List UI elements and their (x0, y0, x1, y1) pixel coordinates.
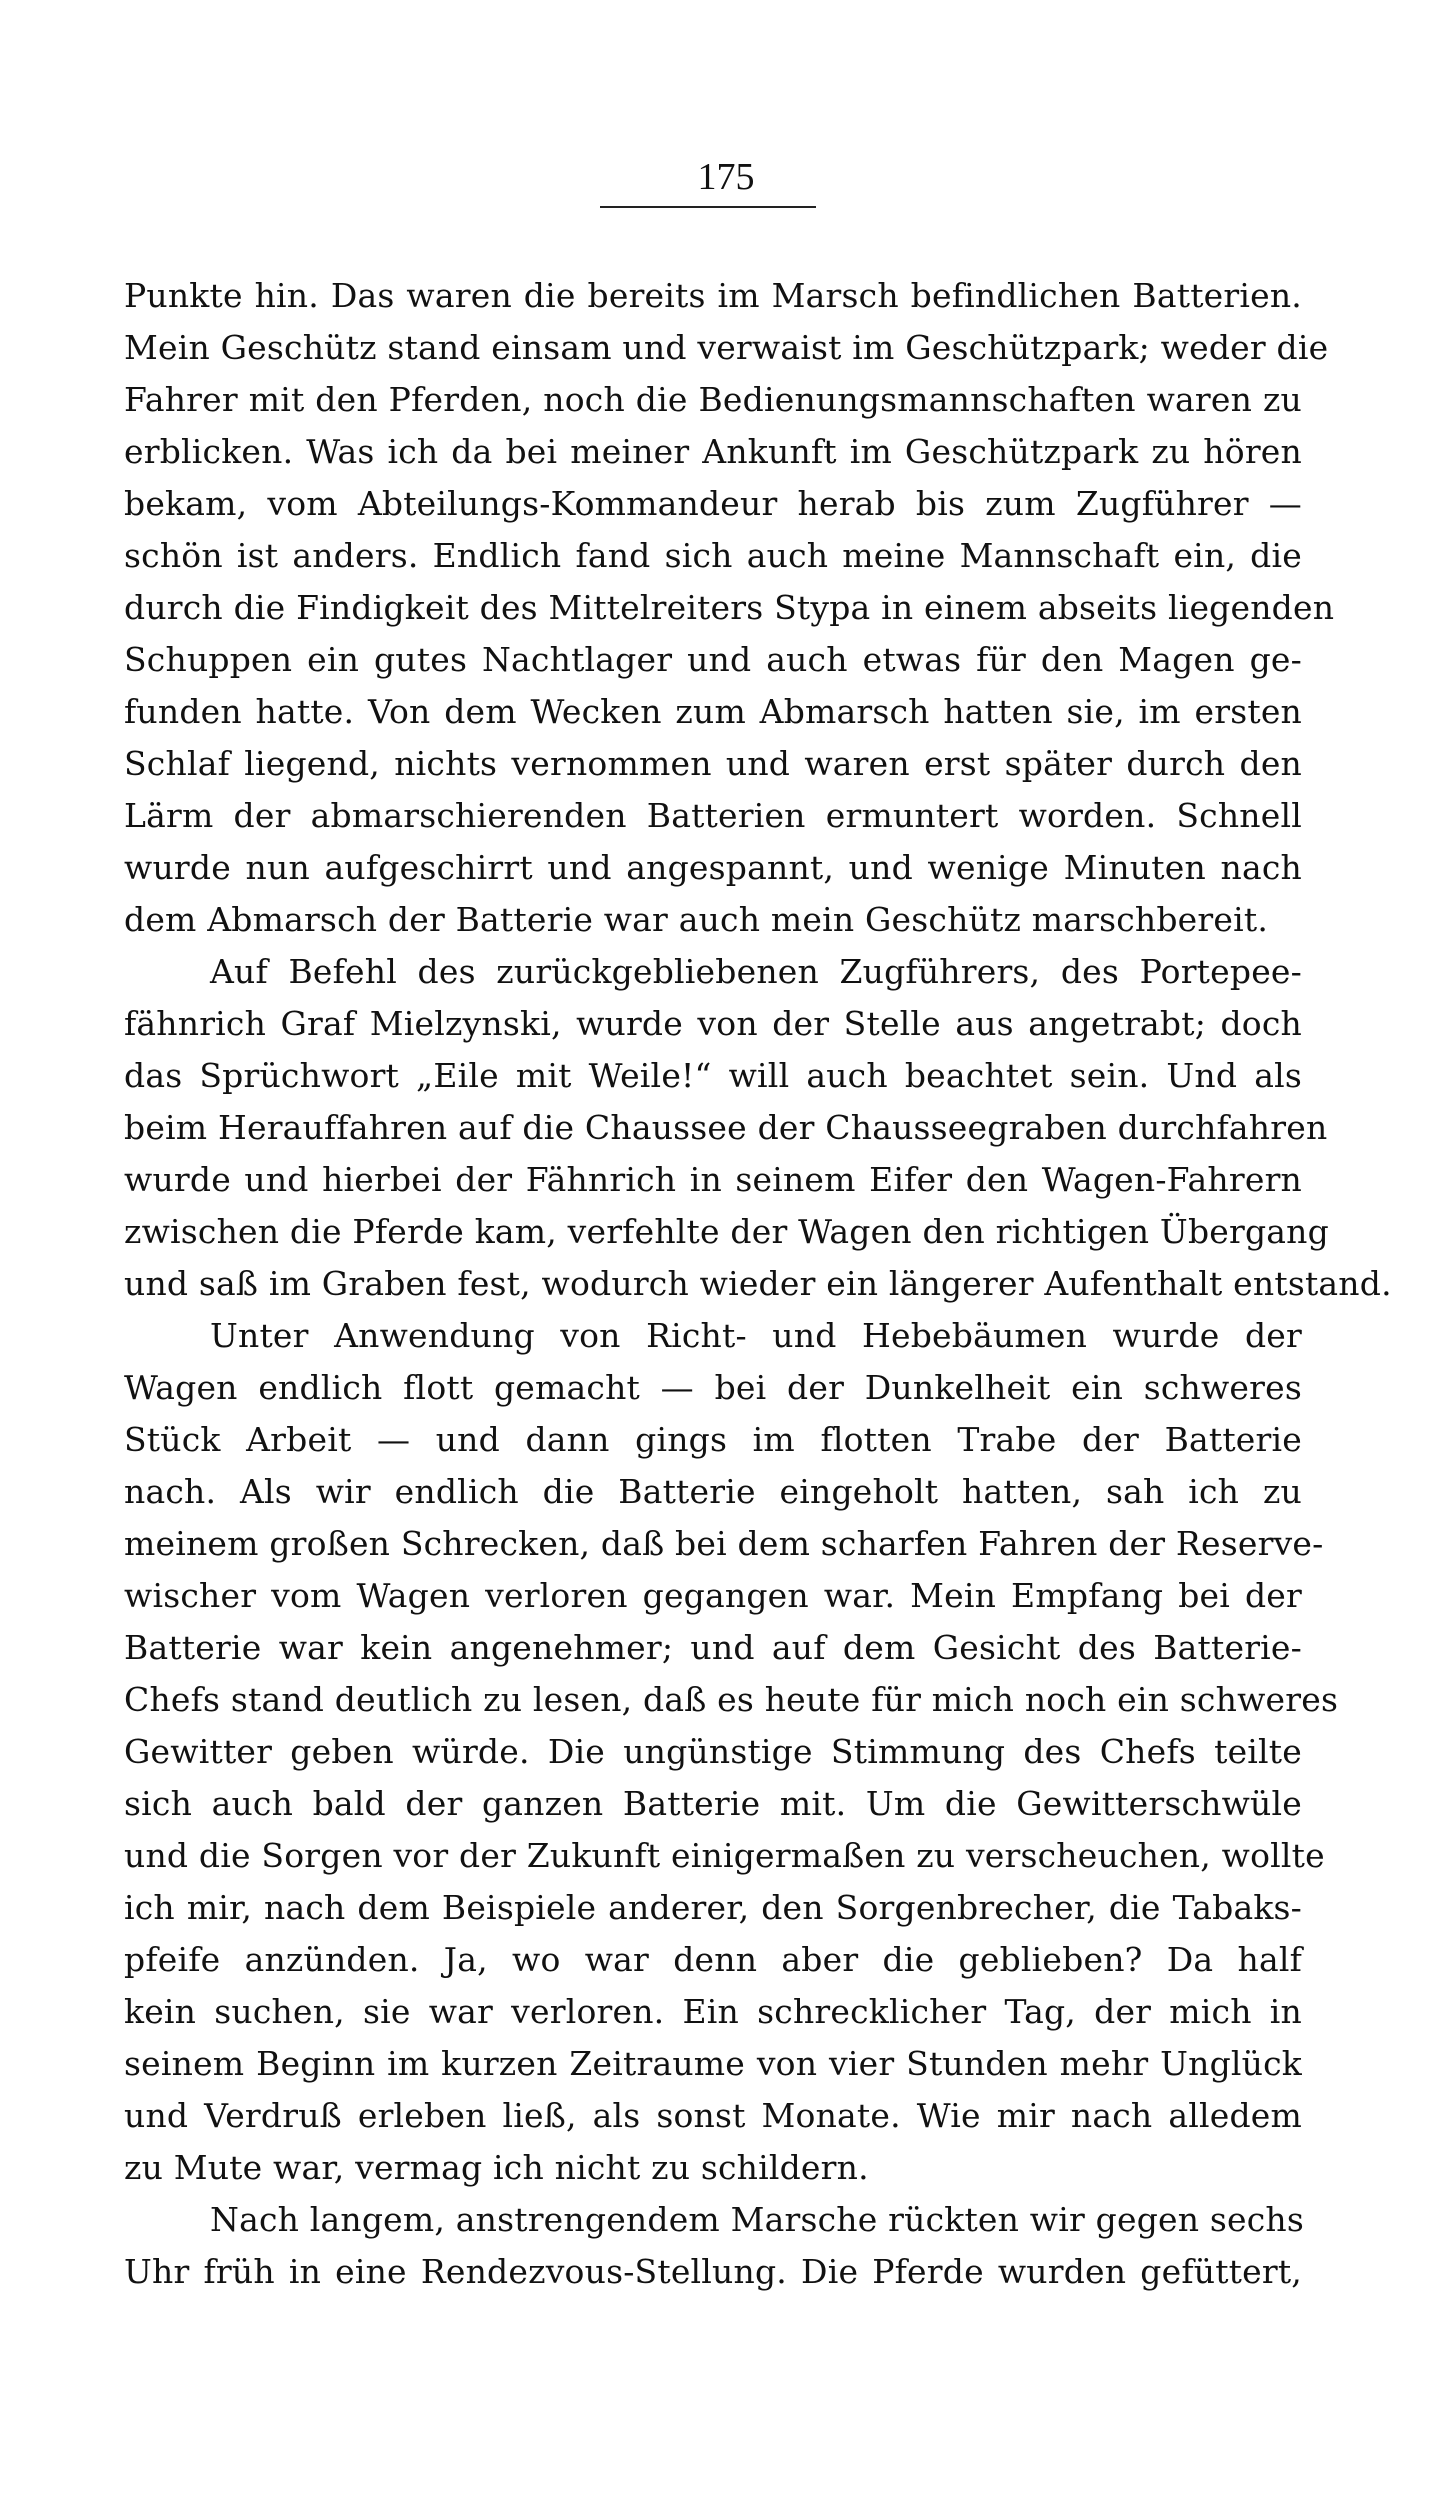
text-line: Batterie war kein angenehmer; und auf dem Gesicht des Batterie- (124, 1628, 1302, 1667)
text-line: und Verdruß erleben ließ, als sonst Monate. Wie mir nach alledem (124, 2096, 1302, 2135)
text-line: pfeife anzünden. Ja, wo war denn aber die geblieben? Da half (124, 1940, 1302, 1979)
text-line: meinem großen Schrecken, daß bei dem scharfen Fahren der Reserve- (124, 1524, 1324, 1563)
text-line: Auf Befehl des zurückgebliebenen Zugführers, des Portepee- (210, 952, 1302, 991)
page-number: 175 (697, 156, 755, 198)
text-line: Unter Anwendung von Richt- und Hebebäumen wurde der (210, 1316, 1302, 1355)
text-line: nach. Als wir endlich die Batterie eingeholt hatten, sah ich zu (124, 1472, 1302, 1511)
text-line: Schlaf liegend, nichts vernommen und waren erst später durch den (124, 744, 1302, 783)
text-line: Stück Arbeit — und dann gings im flotten Trabe der Batterie (124, 1420, 1302, 1459)
text-line: zwischen die Pferde kam, verfehlte der Wagen den richtigen Übergang (124, 1212, 1329, 1251)
text-line: beim Herauffahren auf die Chaussee der Chausseegraben durchfahren (124, 1108, 1328, 1147)
text-line: fähnrich Graf Mielzynski, wurde von der Stelle aus angetrabt; doch (124, 1004, 1302, 1043)
text-line: sich auch bald der ganzen Batterie mit. Um die Gewitterschwüle (124, 1784, 1302, 1823)
text-line: bekam, vom Abteilungs-Kommandeur herab bis zum Zugführer — (124, 484, 1302, 523)
text-line: Fahrer mit den Pferden, noch die Bedienungsmannschaften waren zu (124, 380, 1302, 419)
text-line: und saß im Graben fest, wodurch wieder ein längerer Aufenthalt entstand. (124, 1264, 1392, 1303)
text-line: wischer vom Wagen verloren gegangen war. Mein Empfang bei der (124, 1576, 1302, 1615)
body-text (124, 270, 1392, 2298)
text-line: Chefs stand deutlich zu lesen, daß es heute für mich noch ein schweres (124, 1680, 1339, 1719)
text-line: schön ist anders. Endlich fand sich auch meine Mannschaft ein, die (124, 536, 1302, 575)
text-line: durch die Findigkeit des Mittelreiters Stypa in einem abseits liegenden (124, 588, 1335, 627)
paragraph (124, 946, 1392, 1310)
text-line: Lärm der abmarschierenden Batterien ermuntert worden. Schnell (124, 796, 1302, 835)
text-line: Schuppen ein gutes Nachtlager und auch etwas für den Magen ge- (124, 640, 1302, 679)
paragraph (124, 2194, 1305, 2298)
text-line: Punkte hin. Das waren die bereits im Marsch befindlichen Batterien. (124, 276, 1302, 315)
text-line: das Sprüchwort „Eile mit Weile!“ will auch beachtet sein. Und als (124, 1056, 1302, 1095)
text-line: kein suchen, sie war verloren. Ein schrecklicher Tag, der mich in (124, 1992, 1302, 2031)
paragraph (124, 270, 1335, 946)
text-line: Nach langem, anstrengendem Marsche rückten wir gegen sechs (210, 2200, 1305, 2239)
text-line: Gewitter geben würde. Die ungünstige Stimmung des Chefs teilte (124, 1732, 1302, 1771)
text-line: seinem Beginn im kurzen Zeitraume von vier Stunden mehr Unglück (124, 2044, 1302, 2083)
text-line: Uhr früh in eine Rendezvous-Stellung. Die Pferde wurden gefüttert, (124, 2252, 1302, 2291)
text-line: Mein Geschütz stand einsam und verwaist im Geschützpark; weder die (124, 328, 1329, 367)
text-line: funden hatte. Von dem Wecken zum Abmarsch hatten sie, im ersten (124, 692, 1302, 731)
text-line: zu Mute war, vermag ich nicht zu schildern. (124, 2148, 869, 2187)
header-rule (600, 206, 816, 208)
paragraph (124, 1310, 1339, 2194)
text-line: Wagen endlich flott gemacht — bei der Dunkelheit ein schweres (124, 1368, 1302, 1407)
text-line: wurde nun aufgeschirrt und angespannt, und wenige Minuten nach (124, 848, 1302, 887)
text-line: und die Sorgen vor der Zukunft einigermaßen zu verscheuchen, wollte (124, 1836, 1325, 1875)
text-line: erblicken. Was ich da bei meiner Ankunft im Geschützpark zu hören (124, 432, 1302, 471)
text-line: dem Abmarsch der Batterie war auch mein Geschütz marschbereit. (124, 900, 1269, 939)
text-line: wurde und hierbei der Fähnrich in seinem Eifer den Wagen-Fahrern (124, 1160, 1302, 1199)
text-line: ich mir, nach dem Beispiele anderer, den Sorgenbrecher, die Tabaks- (124, 1888, 1302, 1927)
